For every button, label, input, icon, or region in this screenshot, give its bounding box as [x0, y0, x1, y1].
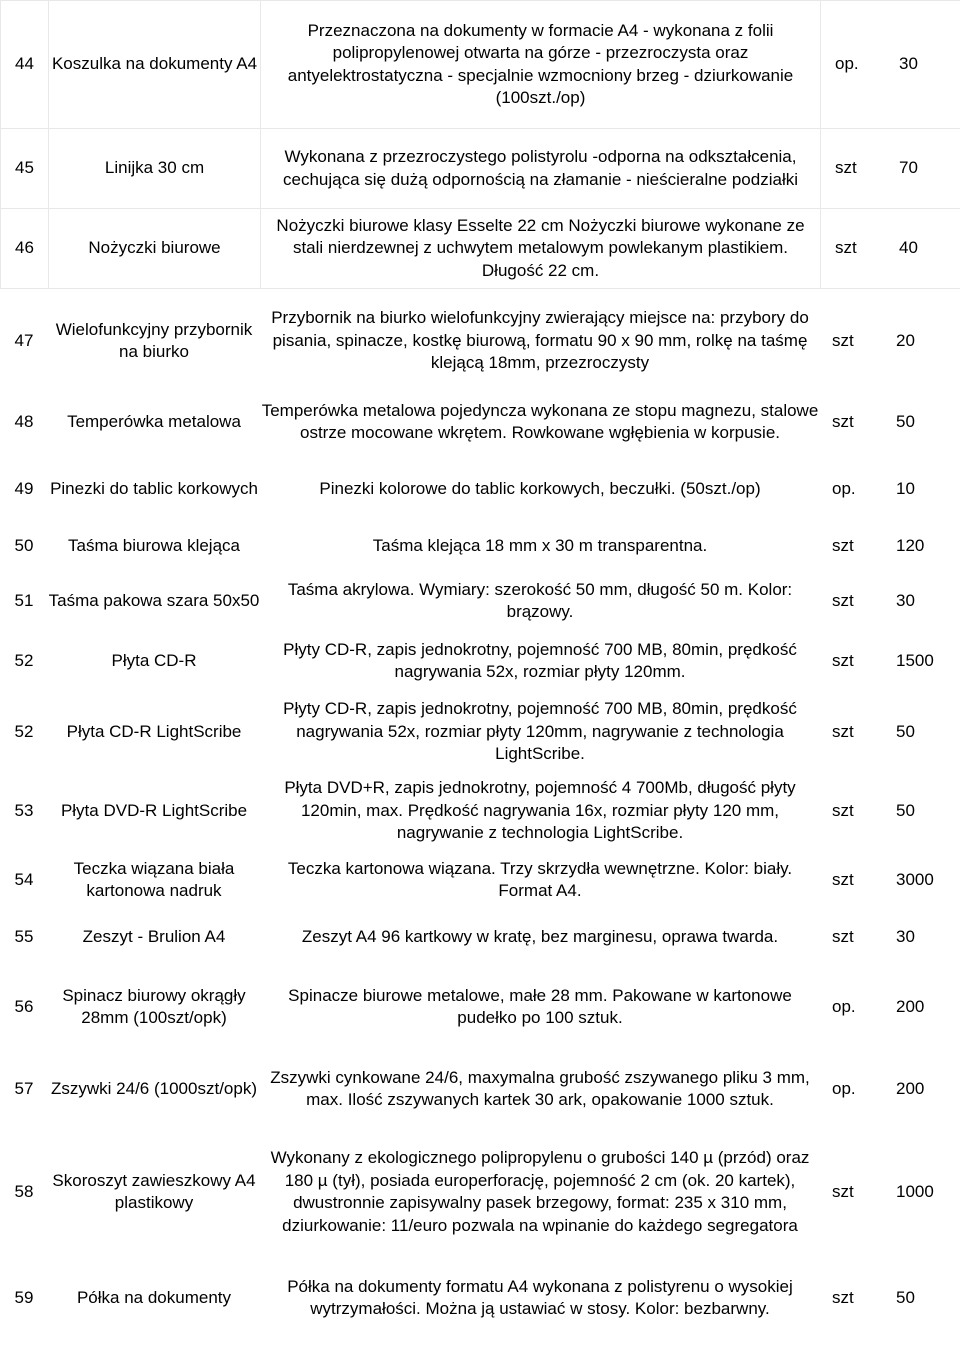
item-name: Nożyczki biurowe — [49, 209, 261, 289]
item-number: 48 — [14, 411, 34, 431]
item-unit: szt — [835, 238, 857, 258]
item-name: Spinacz biurowy okrągły 28mm (100szt/opk) — [62, 985, 246, 1027]
item-name: Zszywki 24/6 (1000szt/opk) — [51, 1078, 257, 1098]
item-unit: op. — [832, 478, 856, 498]
item-amount: 1000 — [896, 1181, 934, 1201]
item-number: 51 — [14, 590, 34, 610]
item-amount: 3000 — [896, 869, 934, 889]
item-name: Linijka 30 cm — [49, 129, 261, 209]
item-unit: szt — [832, 650, 854, 670]
item-description: Półka na dokumenty formatu A4 wykonana z polistyrenu o wysokiej wytrzymałości. Można ją ustawiać w stosy. Kolor: bezbarwny. — [287, 1276, 793, 1318]
item-unit: szt — [832, 926, 854, 946]
table-row — [0, 692, 960, 772]
item-amount: 70 — [899, 158, 918, 178]
item-unit: szt — [832, 721, 854, 741]
table-row — [1, 209, 960, 289]
item-quantity-cell — [820, 692, 960, 772]
table-row — [0, 520, 960, 572]
item-quantity-cell — [820, 1256, 960, 1340]
item-quantity-cell — [821, 129, 960, 209]
item-description: Zszywki cynkowane 24/6, maxymalna grubość zszywanego pliku 3 mm, max. Ilość zszywanych kartek 30 ark, opakowanie 1000 sztuk. — [270, 1067, 810, 1109]
table-row — [0, 386, 960, 458]
item-quantity-cell — [820, 850, 960, 910]
item-name: Skoroszyt zawieszkowy A4 plastikowy — [52, 1170, 256, 1212]
item-quantity-cell — [820, 386, 960, 458]
table-row — [0, 772, 960, 850]
item-quantity-cell — [820, 296, 960, 386]
item-number: 52 — [14, 721, 34, 741]
item-description: Wykonany z ekologicznego polipropylenu o grubości 140 µ (przód) oraz 180 µ (tył), posiada europerforację, pojemność 2 cm (ok. 20 kartek), dwustronnie zapisywalny pasek brzegowy, format: 235 x 310 mm, dziurkowanie: 11/euro pozwala na wpinanie do każdego segregatora — [270, 1148, 810, 1235]
item-name: Koszulka na dokumenty A4 — [49, 1, 261, 129]
item-number: 47 — [14, 330, 34, 350]
item-amount: 30 — [896, 590, 915, 610]
item-unit: szt — [832, 590, 854, 610]
item-quantity-cell — [820, 910, 960, 964]
item-name: Taśma biurowa klejąca — [68, 535, 240, 555]
item-quantity-cell — [820, 964, 960, 1050]
item-quantity-cell — [820, 458, 960, 520]
item-description: Taśma akrylowa. Wymiary: szerokość 50 mm, długość 50 m. Kolor: brązowy. — [287, 579, 793, 621]
item-description: Temperówka metalowa pojedyncza wykonana ze stopu magnezu, stalowe ostrze mocowane wkrętem. Rowkowane wgłębienia w korpusie. — [261, 400, 819, 442]
item-unit: szt — [832, 800, 854, 820]
item-description: Nożyczki biurowe klasy Esselte 22 cm Nożyczki biurowe wykonane ze stali nierdzewnej z uchwytem metalowym powlekanym plastikiem. Długość 22 cm. — [261, 209, 821, 289]
item-number: 58 — [14, 1181, 34, 1201]
item-unit: op. — [832, 1078, 856, 1098]
item-name: Płyta CD-R LightScribe — [66, 721, 242, 741]
item-number: 57 — [14, 1078, 34, 1098]
table-row — [0, 458, 960, 520]
table-row — [0, 850, 960, 910]
item-description: Przeznaczona na dokumenty w formacie A4 - wykonana z folii polipropylenowej otwarta na górze - przezroczysta oraz antyelektrostatyczna - specjalnie wzmocniony brzeg - dziurkowanie (100szt./op) — [261, 1, 821, 129]
item-description: Płyty CD-R, zapis jednokrotny, pojemność 700 MB, 80min, prędkość nagrywania 52x, rozmiar płyty 120mm, nagrywanie z technologia LightScribe. — [283, 699, 797, 764]
item-unit: szt — [835, 158, 857, 178]
item-amount: 30 — [899, 54, 918, 74]
item-unit: szt — [832, 535, 854, 555]
item-unit: szt — [832, 411, 854, 431]
table-row — [0, 1050, 960, 1128]
table-row — [0, 1256, 960, 1340]
item-description: Płyta DVD+R, zapis jednokrotny, pojemność 4 700Mb, długość płyty 120min, max. Prędkość nagrywania 16x, rozmiar płyty 120 mm, nagrywanie z technologia LightScribe. — [284, 778, 796, 843]
item-number: 52 — [14, 650, 34, 670]
items-table-top — [0, 0, 960, 289]
item-quantity-cell — [821, 1, 960, 129]
item-description: Przybornik na biurko wielofunkcyjny zwierający miejsce na: przybory do pisania, spinacze, kostkę biurową, formatu 90 x 90 mm, rolkę na taśmę klejącą 18mm, przezroczysty — [271, 308, 809, 373]
items-table-bottom — [0, 296, 960, 1340]
item-unit: op. — [832, 996, 856, 1016]
item-number: 50 — [14, 535, 34, 555]
item-description: Wykonana z przezroczystego polistyrolu -odporna na odkształcenia, cechująca się dużą odpornością na złamanie - nieścieralne podziałki — [261, 129, 821, 209]
item-amount: 200 — [896, 1078, 925, 1098]
item-number: 49 — [14, 478, 34, 498]
table-row — [0, 910, 960, 964]
item-name: Teczka wiązana biała kartonowa nadruk — [73, 858, 235, 900]
item-description: Płyty CD-R, zapis jednokrotny, pojemność 700 MB, 80min, prędkość nagrywania 52x, rozmiar płyty 120mm. — [283, 639, 797, 681]
item-quantity-cell — [821, 209, 960, 289]
item-number: 45 — [1, 129, 49, 209]
item-number: 44 — [1, 1, 49, 129]
item-name: Wielofunkcyjny przybornik na biurko — [55, 319, 253, 361]
item-number: 46 — [1, 209, 49, 289]
item-unit: szt — [832, 1287, 854, 1307]
item-name: Półka na dokumenty — [76, 1287, 232, 1307]
item-description: Teczka kartonowa wiązana. Trzy skrzydła wewnętrzne. Kolor: biały. Format A4. — [287, 858, 793, 900]
item-amount: 30 — [896, 926, 915, 946]
table-row — [0, 296, 960, 386]
table-row — [0, 630, 960, 692]
item-amount: 1500 — [896, 650, 934, 670]
item-quantity-cell — [820, 630, 960, 692]
item-amount: 200 — [896, 996, 925, 1016]
item-amount: 50 — [896, 800, 915, 820]
item-number: 56 — [14, 996, 34, 1016]
item-quantity-cell — [820, 772, 960, 850]
item-amount: 20 — [896, 330, 915, 350]
item-quantity-cell — [820, 1128, 960, 1256]
table-row — [0, 964, 960, 1050]
item-name: Temperówka metalowa — [67, 411, 241, 431]
item-name: Zeszyt - Brulion A4 — [82, 926, 226, 946]
item-description: Pinezki kolorowe do tablic korkowych, beczułki. (50szt./op) — [319, 478, 761, 498]
item-name: Płyta DVD-R LightScribe — [60, 800, 248, 820]
item-unit: szt — [832, 1181, 854, 1201]
table-row — [1, 1, 960, 129]
item-amount: 50 — [896, 411, 915, 431]
item-quantity-cell — [820, 520, 960, 572]
table-row — [0, 572, 960, 630]
item-name: Pinezki do tablic korkowych — [50, 478, 258, 498]
item-number: 59 — [14, 1287, 34, 1307]
item-amount: 40 — [899, 238, 918, 258]
item-name: Płyta CD-R — [111, 650, 197, 670]
item-number: 53 — [14, 800, 34, 820]
item-name: Taśma pakowa szara 50x50 — [48, 590, 260, 610]
item-description: Spinacze biurowe metalowe, małe 28 mm. Pakowane w kartonowe pudełko po 100 sztuk. — [288, 985, 792, 1027]
item-description: Taśma klejąca 18 mm x 30 m transparentna. — [372, 535, 708, 555]
item-amount: 120 — [896, 535, 925, 555]
item-number: 55 — [14, 926, 34, 946]
item-unit: szt — [832, 330, 854, 350]
table-row — [1, 129, 960, 209]
table-row — [0, 1128, 960, 1256]
item-quantity-cell — [820, 1050, 960, 1128]
item-amount: 50 — [896, 721, 915, 741]
item-amount: 10 — [896, 478, 915, 498]
item-unit: op. — [835, 54, 859, 74]
item-amount: 50 — [896, 1287, 915, 1307]
item-description: Zeszyt A4 96 kartkowy w kratę, bez marginesu, oprawa twarda. — [301, 926, 779, 946]
item-quantity-cell — [820, 572, 960, 630]
item-number: 54 — [14, 869, 34, 889]
item-unit: szt — [832, 869, 854, 889]
